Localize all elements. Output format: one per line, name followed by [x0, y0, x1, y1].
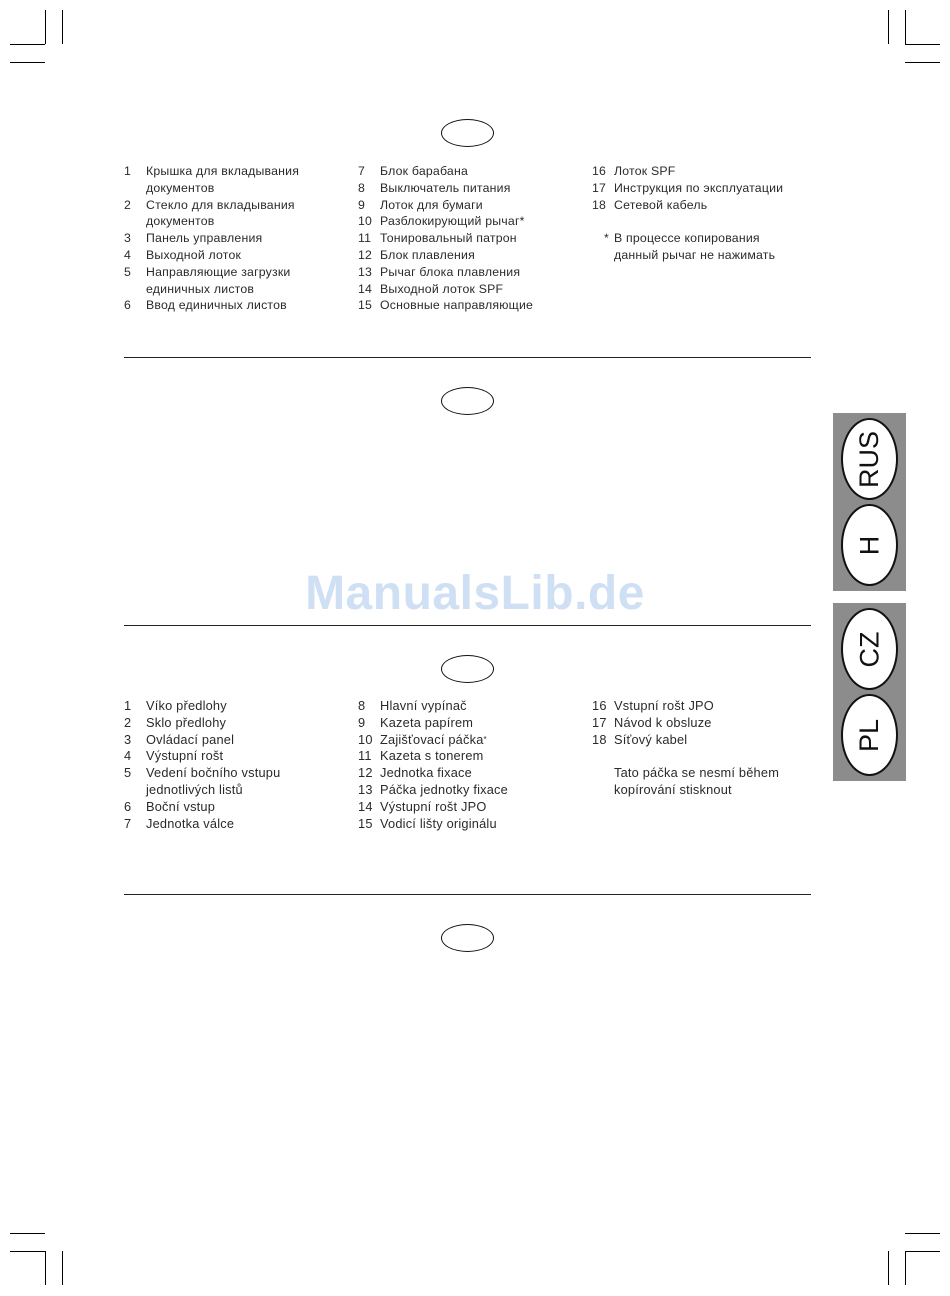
item-number: 14 [358, 798, 373, 814]
list-item [124, 748, 344, 765]
list-item [358, 197, 578, 214]
item-label: Выходной лоток [146, 247, 242, 262]
item-label: Boční vstup [146, 798, 216, 814]
item-number: 9 [358, 197, 366, 212]
item-number: 14 [358, 281, 373, 296]
tab-label: RUS [854, 430, 885, 488]
list-item [124, 799, 344, 816]
item-number: 12 [358, 247, 373, 262]
item-number: 1 [124, 164, 132, 178]
footnote-line: В процессе копирования [614, 231, 760, 245]
pl-section-oval [441, 924, 494, 952]
item-label: Лоток SPF [614, 164, 676, 178]
tab-label: CZ [854, 631, 884, 667]
list-item [358, 765, 578, 782]
list-item [592, 698, 812, 715]
list-item [592, 180, 812, 197]
item-number: 4 [124, 748, 132, 764]
item-label-continued: документов [146, 180, 215, 195]
item-label: Ovládací panel [146, 731, 235, 747]
list-item [124, 297, 344, 314]
list-item [358, 180, 578, 197]
list-item [358, 748, 578, 765]
list-item [358, 732, 578, 749]
item-number: 4 [124, 247, 132, 262]
list-item [124, 765, 344, 782]
item-label: Стекло для вкладывания [146, 197, 295, 212]
divider-2 [124, 625, 811, 626]
list-item [358, 297, 578, 314]
item-label: Jednotka fixace [380, 765, 472, 781]
list-item [358, 799, 578, 816]
item-label-continued: единичных листов [146, 281, 255, 296]
cz-parts-column-3 [592, 698, 812, 748]
tab-rus [841, 418, 898, 500]
item-number: 10 [358, 731, 373, 747]
item-label: Инструкция по эксплуатации [614, 180, 784, 195]
item-label: Výstupní rošt [146, 748, 224, 764]
item-label: Выключатель питания [380, 180, 511, 195]
item-label: Выходной лоток SPF [380, 281, 504, 296]
cz-parts-column-2 [358, 698, 578, 832]
footnote-mark: * [604, 231, 609, 245]
item-number: 2 [124, 197, 132, 212]
item-label: Крышка для вкладывания [146, 164, 300, 178]
footnote-line: данный рычаг не нажимать [614, 247, 776, 262]
list-item [358, 163, 578, 180]
item-label: Направляющие загрузки [146, 264, 291, 279]
item-number: 12 [358, 765, 373, 781]
item-number: 7 [124, 815, 132, 831]
list-item [358, 281, 578, 298]
item-label: Ввод единичных листов [146, 298, 287, 313]
item-number: 8 [358, 180, 366, 195]
list-item [124, 197, 344, 214]
item-label: Zajišťovací páčka [380, 731, 484, 747]
item-label: Vedení bočního vstupu [146, 765, 281, 781]
language-tab-rus-h [833, 413, 906, 591]
item-label: Jednotka válce [146, 815, 235, 831]
divider-1 [124, 357, 811, 358]
item-number: 11 [358, 231, 372, 246]
list-item [124, 247, 344, 264]
item-label: Vstupní rošt JPO [614, 698, 714, 713]
cz-parts-column-1 [124, 698, 344, 832]
list-item [124, 816, 344, 833]
item-number: 16 [592, 164, 607, 178]
list-item [358, 816, 578, 833]
list-item [124, 230, 344, 247]
item-number: 15 [358, 298, 373, 313]
list-item [592, 163, 812, 180]
list-item [124, 163, 344, 180]
item-number: 13 [358, 264, 373, 279]
list-item [592, 732, 812, 749]
item-label: Sklo předlohy [146, 714, 227, 730]
item-number: 18 [592, 731, 607, 747]
footnote-line: kopírování stisknout [614, 781, 732, 797]
item-number: 1 [124, 698, 132, 713]
list-item [358, 698, 578, 715]
item-label-continued: документов [146, 214, 215, 229]
item-number: 3 [124, 231, 132, 246]
item-number: 9 [358, 714, 366, 730]
item-number: 17 [592, 180, 607, 195]
item-label: Síťový kabel [614, 731, 688, 747]
item-number: 6 [124, 798, 132, 814]
list-item [358, 230, 578, 247]
list-item [592, 197, 812, 214]
item-label: Vodicí lišty originálu [380, 815, 497, 831]
footnote-marker: * [483, 734, 487, 744]
list-item [358, 247, 578, 264]
list-item [358, 782, 578, 799]
item-label: Основные направляющие [380, 298, 534, 313]
item-label: Сетевой кабель [614, 197, 708, 212]
footnote-line: Tato páčka se nesmí během [614, 765, 780, 780]
item-label: Лоток для бумаги [380, 197, 483, 212]
rus-footnote [604, 230, 804, 264]
tab-cz [841, 608, 898, 690]
list-item [358, 264, 578, 281]
list-item [124, 698, 344, 715]
h-section-oval [441, 387, 494, 415]
item-label: Разблокирующий рычаг* [380, 214, 525, 229]
item-label: Kazeta s tonerem [380, 748, 484, 764]
item-label: Панель управления [146, 231, 263, 246]
item-number: 15 [358, 815, 373, 831]
list-item [358, 213, 578, 230]
rus-parts-column-3 [592, 163, 812, 213]
item-number: 13 [358, 781, 373, 797]
cz-footnote [614, 765, 814, 799]
item-label: Kazeta papírem [380, 714, 474, 730]
item-label: Тонировальный патрон [380, 231, 517, 246]
item-label: Návod k obsluze [614, 714, 712, 730]
item-label: Páčka jednotky fixace [380, 781, 508, 797]
language-tab-cz-pl [833, 603, 906, 781]
item-number: 10 [358, 214, 373, 229]
rus-section-oval [441, 119, 494, 147]
list-item [124, 732, 344, 749]
item-label: Рычаг блока плавления [380, 264, 521, 279]
item-number: 11 [358, 748, 372, 764]
item-label: Výstupní rošt JPO [380, 798, 487, 814]
list-item [124, 715, 344, 732]
item-number: 5 [124, 765, 132, 781]
item-number: 8 [358, 698, 366, 713]
tab-label: H [854, 535, 884, 555]
item-number: 3 [124, 731, 132, 747]
item-number: 17 [592, 714, 607, 730]
list-item [124, 264, 344, 281]
item-label-continued: jednotlivých listů [146, 781, 243, 797]
item-label: Блок барабана [380, 164, 468, 178]
item-number: 18 [592, 197, 607, 212]
rus-parts-column-2 [358, 163, 578, 314]
item-label: Блок плавления [380, 247, 475, 262]
item-number: 2 [124, 714, 132, 730]
list-item [358, 715, 578, 732]
list-item [592, 715, 812, 732]
item-number: 5 [124, 264, 132, 279]
cz-section-oval [441, 655, 494, 683]
divider-3 [124, 894, 811, 895]
item-label: Víko předlohy [146, 698, 227, 713]
rus-parts-column-1 [124, 163, 344, 314]
item-number: 6 [124, 298, 132, 313]
tab-h [841, 504, 898, 586]
item-number: 16 [592, 698, 607, 713]
item-number: 7 [358, 164, 366, 178]
watermark: ManualsLib.de [305, 567, 645, 620]
tab-pl [841, 694, 898, 776]
item-label: Hlavní vypínač [380, 698, 467, 713]
tab-label: PL [854, 718, 884, 752]
